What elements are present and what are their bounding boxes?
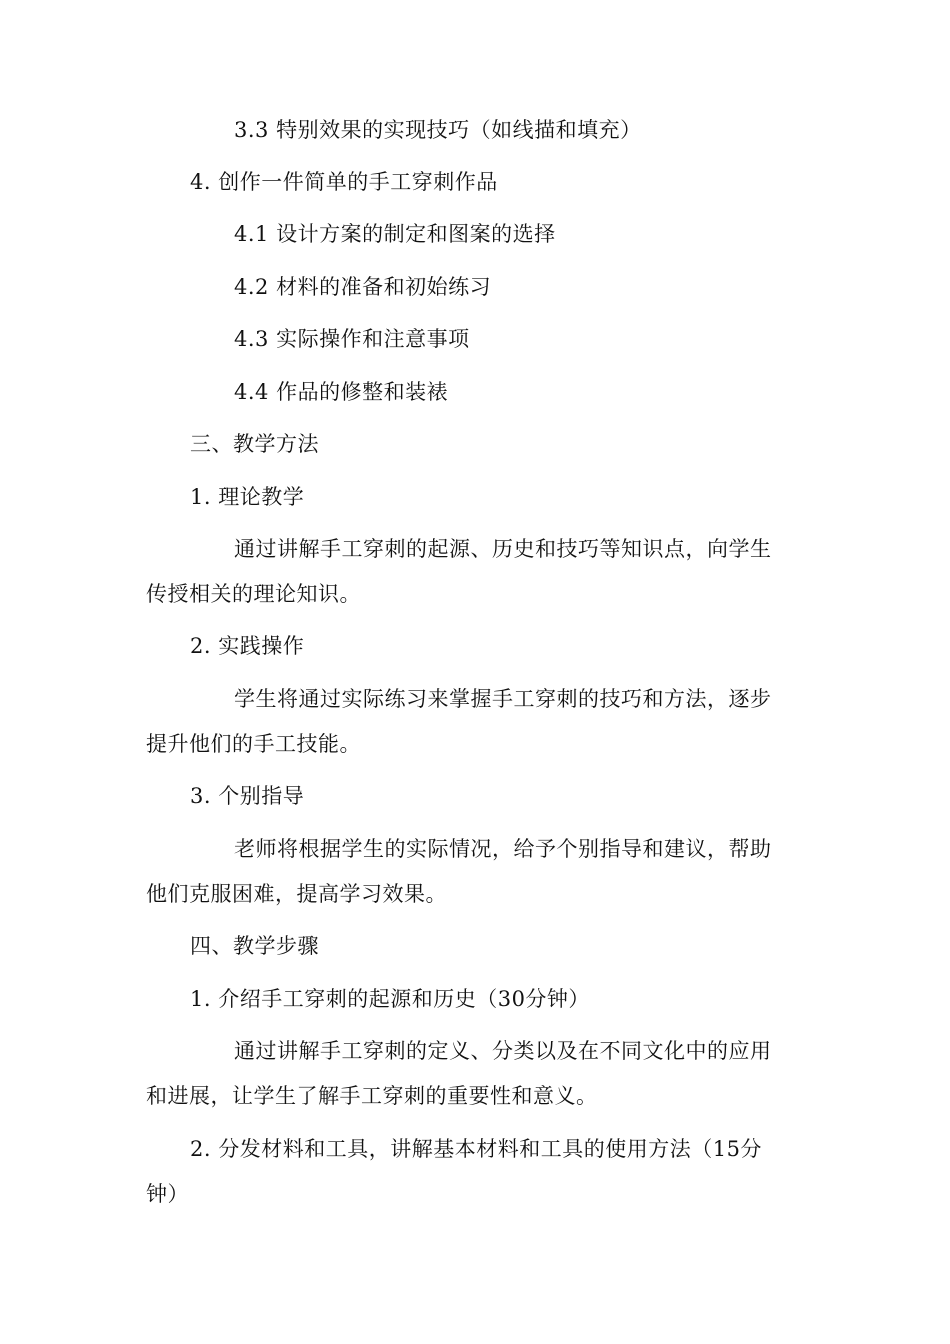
method-2-heading: 2. 实践操作 xyxy=(190,634,305,658)
subsection-4-2: 4.2 材料的准备和初始练习 xyxy=(234,275,492,299)
step-1-heading: 1. 介绍手工穿刺的起源和历史（30分钟） xyxy=(190,987,590,1011)
method-1-paragraph-line-1: 通过讲解手工穿刺的起源、历史和技巧等知识点，向学生 xyxy=(234,537,772,561)
step-1-paragraph-line-1: 通过讲解手工穿刺的定义、分类以及在不同文化中的应用 xyxy=(234,1039,772,1063)
method-1-paragraph-line-2: 传授相关的理论知识。 xyxy=(146,582,361,606)
step-1-paragraph-line-2: 和进展，让学生了解手工穿刺的重要性和意义。 xyxy=(146,1084,598,1108)
method-1-heading: 1. 理论教学 xyxy=(190,485,305,509)
method-3-paragraph-line-1: 老师将根据学生的实际情况，给予个别指导和建议，帮助 xyxy=(234,837,772,861)
method-3-paragraph-line-2: 他们克服困难，提高学习效果。 xyxy=(146,882,447,906)
subsection-4-4: 4.4 作品的修整和装裱 xyxy=(234,380,449,404)
section-4-heading: 4. 创作一件简单的手工穿刺作品 xyxy=(190,170,498,194)
subsection-3-3: 3.3 特别效果的实现技巧（如线描和填充） xyxy=(234,118,642,142)
step-2-heading-line-1: 2. 分发材料和工具，讲解基本材料和工具的使用方法（15分 xyxy=(190,1137,762,1161)
method-2-paragraph-line-2: 提升他们的手工技能。 xyxy=(146,732,361,756)
method-3-heading: 3. 个别指导 xyxy=(190,784,305,808)
chapter-four-heading: 四、教学步骤 xyxy=(190,934,319,958)
step-2-heading-line-2: 钟） xyxy=(146,1182,189,1206)
chapter-three-heading: 三、教学方法 xyxy=(190,432,319,456)
subsection-4-3: 4.3 实际操作和注意事项 xyxy=(234,327,470,351)
subsection-4-1: 4.1 设计方案的制定和图案的选择 xyxy=(234,222,556,246)
method-2-paragraph-line-1: 学生将通过实际练习来掌握手工穿刺的技巧和方法，逐步 xyxy=(234,687,772,711)
